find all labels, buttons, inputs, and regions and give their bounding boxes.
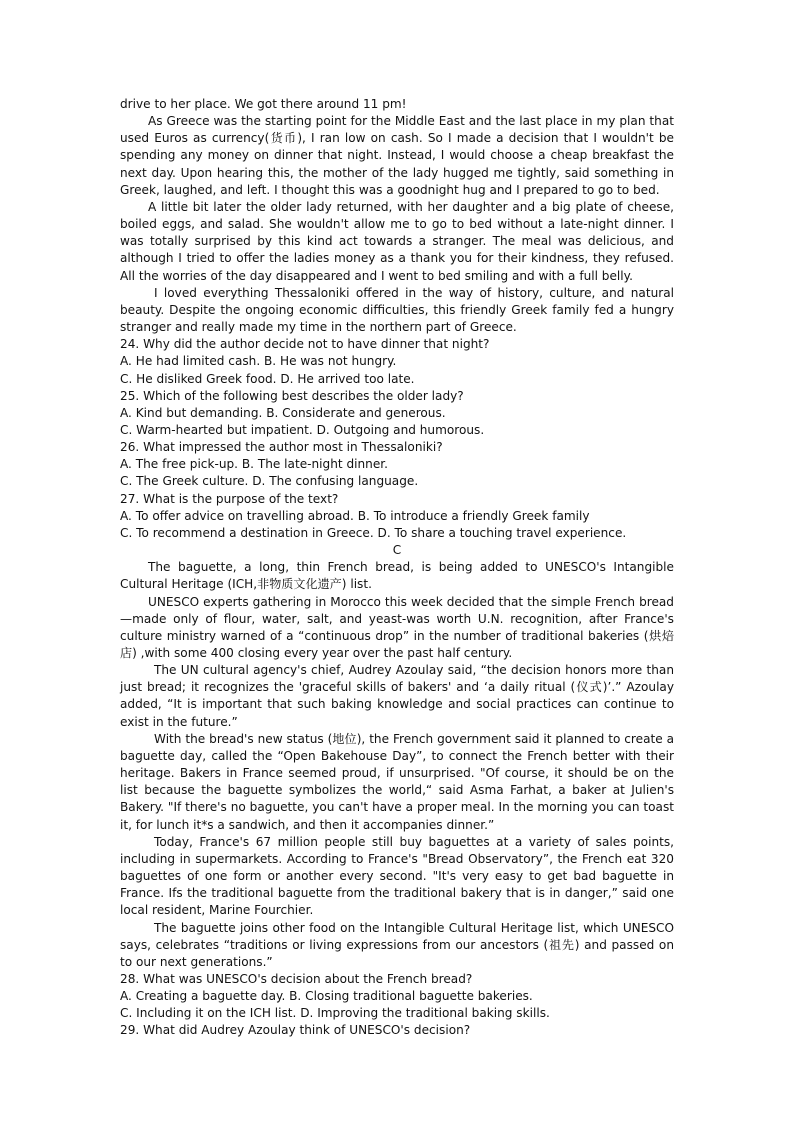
question-26: 26. What impressed the author most in Thessaloniki? (120, 440, 443, 455)
question-25: 25. Which of the following best describes the older lady? (120, 388, 464, 403)
question-28-options-cd: C. Including it on the ICH list. D. Improving the traditional baking skills. (120, 1006, 550, 1021)
question-24: 24. Why did the author decide not to have dinner that night? (120, 337, 490, 352)
question-26-options-ab: A. The free pick-up. B. The late-night dinner. (120, 457, 388, 472)
passage-b-paragraph: I loved everything Thessaloniki offered in the way of history, culture, and natural beauty. Despite the ongoing economic difficulties, this friendly Greek family fed a hungry stranger and really made my time in the northern part of Greece. (120, 285, 674, 335)
passage-c-paragraph: The UN cultural agency's chief, Audrey Azoulay said, “the decision honors more than just bread; it recognizes the 'graceful skills of bakers' and ‘a daily ritual (仪式)’.” Azoulay added, “It is important that such baking knowledge and social practices can continue to exist in the future.” (120, 663, 674, 729)
question-27-options-cd: C. To recommend a destination in Greece. D. To share a touching travel experience. (120, 525, 627, 540)
question-25-options-ab: A. Kind but demanding. B. Considerate and generous. (120, 405, 446, 420)
question-27-options-ab: A. To offer advice on travelling abroad. B. To introduce a friendly Greek family (120, 508, 590, 523)
passage-b-paragraph: A little bit later the older lady returned, with her daughter and a big plate of cheese, boiled eggs, and salad. She wouldn't allow me to go to bed without a late-night dinner. I was totally surprised by this kind act towards a stranger. The meal was delicious, and although I tried to offer the ladies money as a thank you for their kindness, they refused. All the worries of the day disappeared and I went to bed smiling and with a full belly. (120, 199, 674, 283)
question-25-options-cd: C. Warm-hearted but impatient. D. Outgoing and humorous. (120, 422, 485, 437)
passage-c-paragraph: The baguette, a long, thin French bread, is being added to UNESCO's Intangible Cultural Heritage (ICH,非物质文化遗产) list. (120, 560, 674, 592)
question-28-options-ab: A. Creating a baguette day. B. Closing traditional baguette bakeries. (120, 989, 533, 1004)
question-24-options-ab: A. He had limited cash. B. He was not hungry. (120, 354, 397, 369)
passage-b-paragraph: As Greece was the starting point for the Middle East and the last place in my plan that used Euros as currency(货币), I ran low on cash. So I made a decision that I wouldn't be spending any money on dinner that night. Instead, I would choose a cheap breakfast the next day. Upon hearing this, the mother of the lady hugged me tightly, said something in Greek, laughed, and left. I thought this was a goodnight hug and I prepared to go to bed. (120, 114, 674, 197)
passage-c-paragraph: With the bread's new status (地位), the French government said it planned to create a baguette day, called the “Open Bakehouse Day”, to connect the French better with their heritage. Bakers in France seemed proud, if unsurprised. "Of course, it should be on the list because the baguette symbolizes the world,“ said Asma Farhat, a baker at Julien's Bakery. "If there's no baguette, you can't have a proper meal. In the morning you can toast it, for lunch it*s a sandwich, and then it accompanies dinner.” (120, 731, 674, 832)
question-27: 27. What is the purpose of the text? (120, 491, 339, 506)
document-page (120, 96, 674, 1040)
passage-c-paragraph: Today, France's 67 million people still buy baguettes at a variety of sales points, including in supermarkets. According to France's "Bread Observatory”, the French eat 320 baguettes of one form or another every second. "It's very easy to get bad baguette in France. Ifs the traditional baguette from the traditional bakery that is in danger,” said one local resident, Marine Fourchier. (120, 834, 674, 918)
passage-b-continuation: drive to her place. We got there around 11 pm! (120, 97, 407, 111)
passage-c-paragraph: UNESCO experts gathering in Morocco this week decided that the simple French bread—made only of flour, water, salt, and yeast-was worth U.N. recognition, after France's culture ministry warned of a “continuous drop” in the number of traditional bakeries (烘焙店) ,with some 400 closing every year over the past half century. (120, 594, 674, 660)
section-c-heading: C (392, 543, 402, 558)
passage-c-paragraph: The baguette joins other food on the Intangible Cultural Heritage list, which UNESCO says, celebrates “traditions or living expressions from our ancestors (祖先) and passed on to our next generations.” (120, 920, 674, 969)
question-28: 28. What was UNESCO's decision about the French bread? (120, 971, 473, 986)
question-29: 29. What did Audrey Azoulay think of UNESCO's decision? (120, 1023, 471, 1038)
question-26-options-cd: C. The Greek culture. D. The confusing language. (120, 474, 419, 489)
question-24-options-cd: C. He disliked Greek food. D. He arrived too late. (120, 371, 415, 386)
